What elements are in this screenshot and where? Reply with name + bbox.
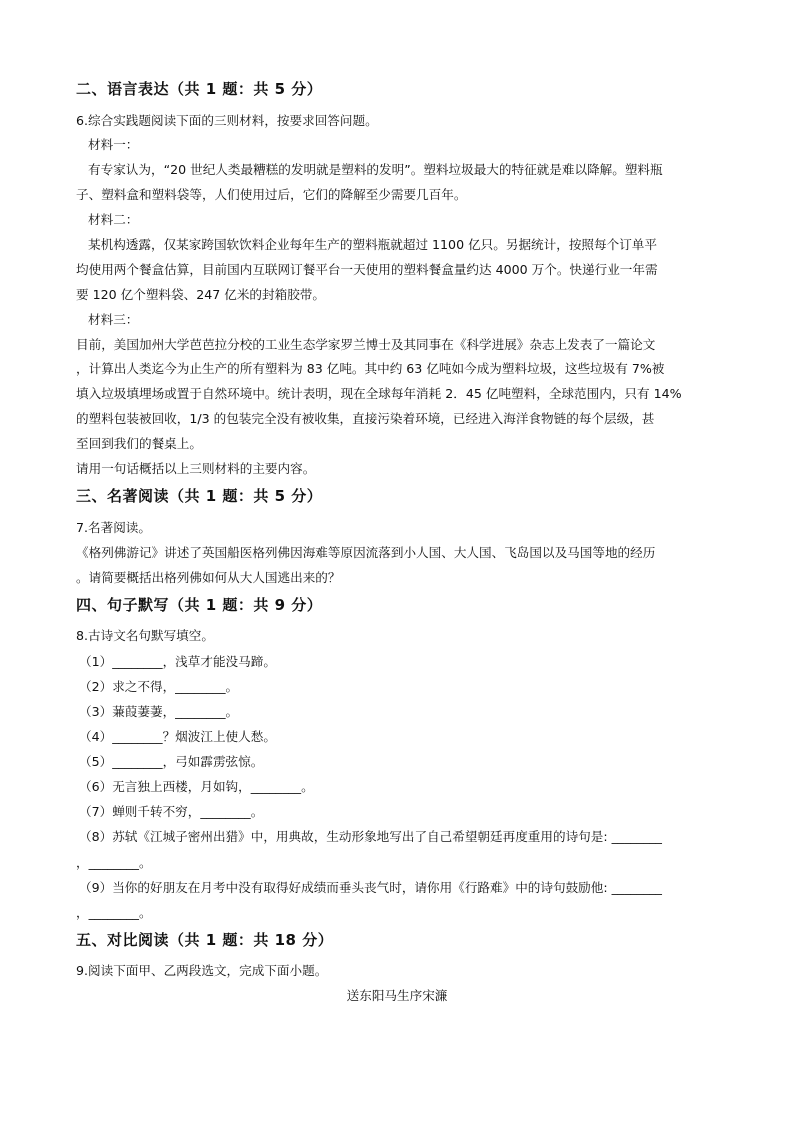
material-2-line: 某机构透露，仅某家跨国软饮料企业每年生产的塑料瓶就超过 1100 亿只。另据统计，按照每个订单平 <box>88 237 657 252</box>
passage-title: 送东阳马生序宋濂 <box>346 988 448 1003</box>
fill-blank-item: （4）________？烟波江上使人愁。 <box>79 729 276 744</box>
question-8-stem: 8.古诗文名句默写填空。 <box>76 628 214 643</box>
fill-blank-item: （5）________，弓如霹雳弦惊。 <box>79 754 264 769</box>
question-7-line: 《格列佛游记》讲述了英国船医格列佛因海难等原因流落到小人国、大人国、飞岛国以及马国等地的经历 <box>76 545 656 560</box>
question-6-ask: 请用一句话概括以上三则材料的主要内容。 <box>76 461 316 476</box>
material-2-label: 材料二： <box>88 212 139 227</box>
section-heading-3: 三、名著阅读（共 1 题：共 5 分） <box>76 487 323 505</box>
question-7-line: 。请简要概括出格列佛如何从大人国逃出来的？ <box>76 570 341 585</box>
fill-blank-item: （6）无言独上西楼，月如钩，________。 <box>79 779 314 794</box>
fill-blank-item: （1）________，浅草才能没马蹄。 <box>79 654 276 669</box>
fill-blank-item: （9）当你的好朋友在月考中没有取得好成绩而垂头丧气时，请你用《行路难》中的诗句鼓励他: ________ <box>79 880 662 895</box>
question-7-stem: 7.名著阅读。 <box>76 520 151 535</box>
fill-blank-item: （2）求之不得，________。 <box>79 679 239 694</box>
material-3-label: 材料三： <box>88 312 139 327</box>
material-3-line: 目前，美国加州大学芭芭拉分校的工业生态学家罗兰博士及其同事在《科学进展》杂志上发表了一篇论文 <box>76 337 656 352</box>
material-3-line: 至回到我们的餐桌上。 <box>76 436 202 451</box>
fill-blank-item-continued: ，________。 <box>76 855 152 870</box>
material-1-line: 子、塑料盒和塑料袋等，人们使用过后，它们的降解至少需要几百年。 <box>76 187 467 202</box>
section-heading-5: 五、对比阅读（共 1 题：共 18 分） <box>76 931 334 949</box>
fill-blank-item-continued: ，________。 <box>76 905 152 920</box>
material-1-line: 有专家认为，“20 世纪人类最糟糕的发明就是塑料的发明”。塑料垃圾最大的特征就是难以降解。塑料瓶 <box>88 162 663 177</box>
fill-blank-item: （8）苏轼《江城子密州出猎》中，用典故，生动形象地写出了自己希望朝廷再度重用的诗句是: ________ <box>79 829 662 844</box>
fill-blank-item: （7）蝉则千转不穷，________。 <box>79 804 264 819</box>
material-3-line: 填入垃圾填埋场或置于自然环境中。统计表明，现在全球每年消耗 2．45 亿吨塑料，全球范围内，只有 14% <box>76 386 682 401</box>
material-3-line: ，计算出人类迄今为止生产的所有塑料为 83 亿吨。其中约 63 亿吨如今成为塑料垃圾，这些垃圾有 7%被 <box>76 361 665 376</box>
section-heading-2: 二、语言表达（共 1 题：共 5 分） <box>76 80 323 98</box>
fill-blank-item: （3）蒹葭萋萋，________。 <box>79 704 239 719</box>
material-2-line: 要 120 亿个塑料袋、247 亿米的封箱胶带。 <box>76 287 325 302</box>
question-9-stem: 9.阅读下面甲、乙两段选文，完成下面小题。 <box>76 963 328 978</box>
material-1-label: 材料一： <box>88 137 139 152</box>
material-2-line: 均使用两个餐盒估算，目前国内互联网订餐平台一天使用的塑料餐盒量约达 4000 万个。快递行业一年需 <box>76 262 658 277</box>
section-heading-4: 四、句子默写（共 1 题：共 9 分） <box>76 596 323 614</box>
question-6-stem: 6.综合实践题阅读下面的三则材料，按要求回答问题。 <box>76 113 378 128</box>
material-3-line: 的塑料包装被回收，1/3 的包装完全没有被收集，直接污染着环境，已经进入海洋食物链的每个层级，甚 <box>76 411 655 426</box>
